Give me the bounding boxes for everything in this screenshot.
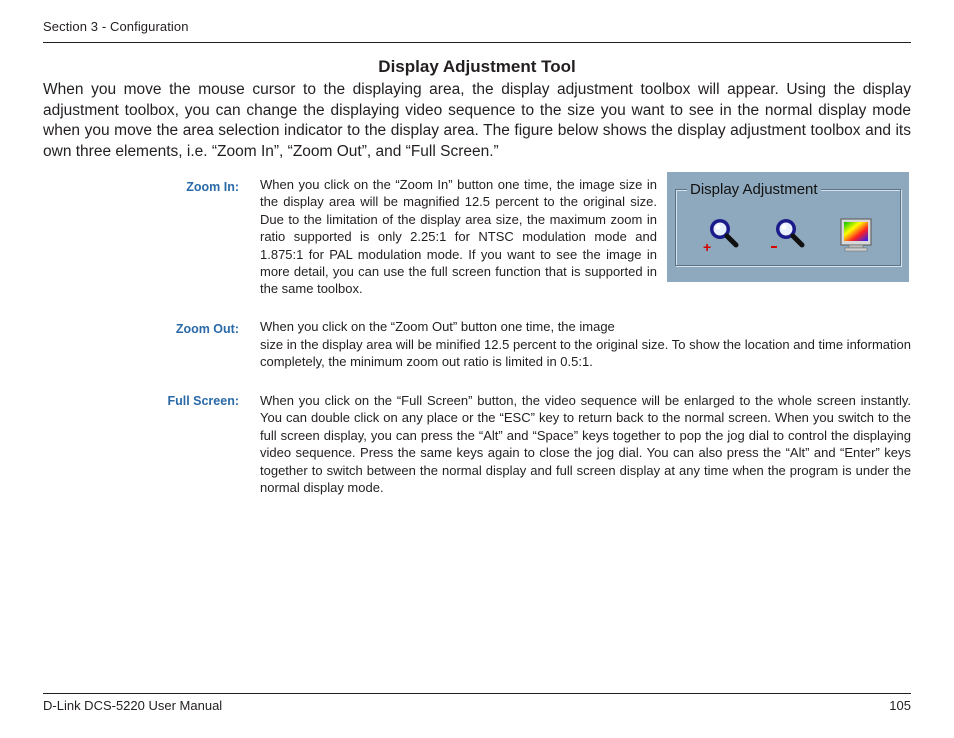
- section-header: Section 3 - Configuration: [43, 19, 189, 34]
- full-screen-icon: [837, 216, 877, 256]
- zoom-out-button[interactable]: [769, 214, 809, 254]
- term-full-screen: Full Screen:: [167, 394, 239, 408]
- page-number: 105: [889, 698, 911, 713]
- desc-zoom-out-line1: When you click on the “Zoom Out” button one time, the image: [260, 319, 615, 334]
- zoom-out-icon: [769, 214, 809, 254]
- desc-zoom-in: When you click on the “Zoom In” button one time, the image size in the display area will be magnified 12.5 percent to the original size. Due to the limitation of the display area size, the maximum zoom in ratio supported is only 2.25:1 for NTSC modulation mode and 1.875:1 for PAL modulation mode. If you want to see the image in more detail, you can use the full screen function that is supported in the same toolbox.: [260, 177, 657, 297]
- footer-divider: [43, 693, 911, 694]
- header-divider: [43, 42, 911, 43]
- page-title: Display Adjustment Tool: [378, 57, 576, 76]
- zoom-in-button[interactable]: [703, 214, 743, 254]
- toolbox-label: Display Adjustment: [687, 181, 821, 198]
- zoom-in-icon: [703, 214, 743, 254]
- desc-full-screen: When you click on the “Full Screen” button, the video sequence will be enlarged to the whole screen instantly. You can double click on any place or the “ESC” key to return back to the normal screen. When you switch to the full screen display, you can press the “Alt” and “Space” keys together to pop the jog dial to control the displaying video sequence. Press the same keys again to close the jog dial. You can also press the “Alt” and “Enter” keys together to switch between the normal display and full screen display at any time when the program is under the normal display mode.: [260, 393, 911, 496]
- intro-paragraph: When you move the mouse cursor to the displaying area, the display adjustment toolbox will appear. Using the display adjustment toolbox, you can change the displaying video sequence to the size you want to see in the normal display mode when you move the area selection indicator to the display area. The figure below shows the display adjustment toolbox and its own three elements, i.e. “Zoom In”, “Zoom Out”, and “Full Screen.”: [43, 81, 911, 160]
- footer-manual-title: D-Link DCS-5220 User Manual: [43, 698, 223, 713]
- term-zoom-in: Zoom In:: [186, 180, 239, 194]
- term-zoom-out: Zoom Out:: [175, 322, 239, 336]
- full-screen-button[interactable]: [837, 216, 877, 256]
- display-adjustment-toolbox: [667, 172, 909, 282]
- desc-zoom-out: size in the display area will be minified 12.5 percent to the original size. To show the location and time information completely, the minimum zoom out ratio is limited in 0.5:1.: [260, 337, 911, 370]
- svg-text:+: +: [703, 239, 712, 254]
